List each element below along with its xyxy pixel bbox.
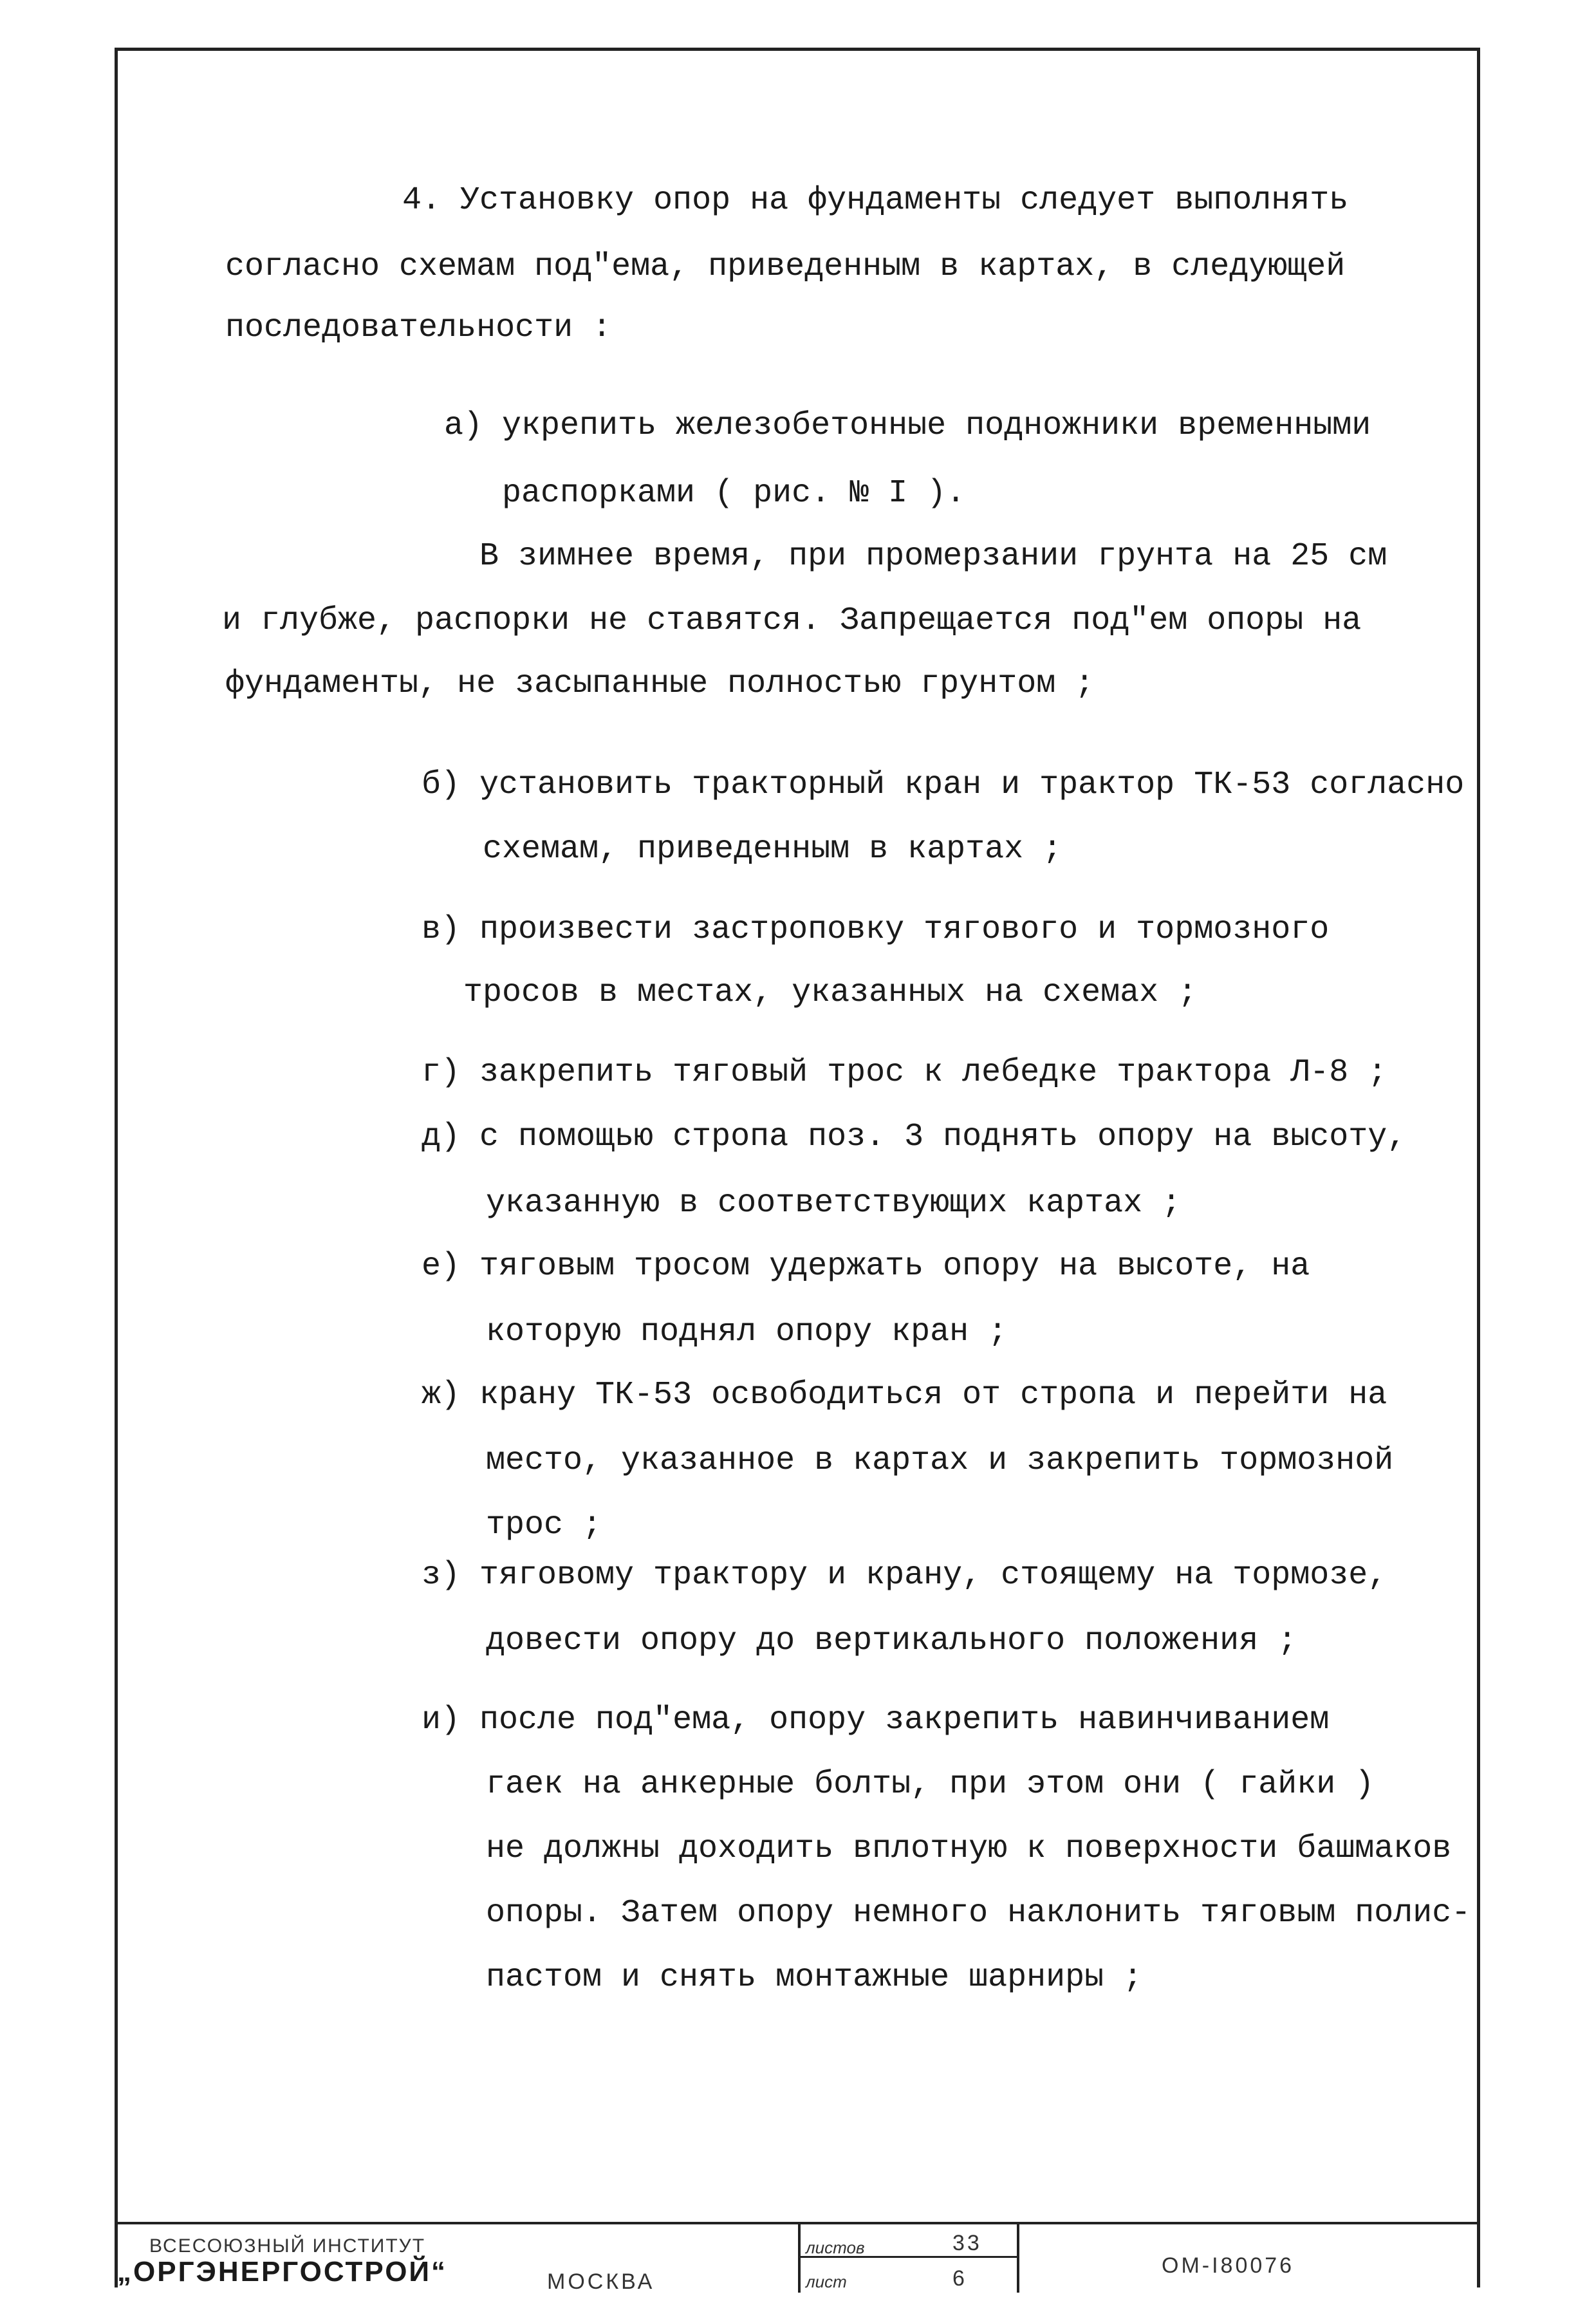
body-line: место, указанное в картах и закрепить тормозной bbox=[486, 1442, 1394, 1479]
body-line: гаек на анкерные болты, при этом они ( гайки ) bbox=[486, 1766, 1375, 1803]
body-line: распорками ( рис. № I ). bbox=[502, 475, 966, 512]
frame-bottom-border bbox=[115, 2222, 1480, 2224]
body-line: тросов в местах, указанных на схемах ; bbox=[463, 974, 1198, 1011]
list-item-v: в) произвести застроповку тягового и тормозного bbox=[422, 911, 1330, 948]
institute-label: ВСЕСОЮЗНЫЙ ИНСТИТУТ bbox=[149, 2235, 426, 2257]
list-item-g: г) закрепить тяговый трос к лебедке трактора Л-8 ; bbox=[422, 1054, 1387, 1091]
body-line: которую поднял опору кран ; bbox=[486, 1314, 1008, 1350]
document-code: ОМ-I80076 bbox=[1162, 2253, 1295, 2278]
body-line: согласно схемам под"ема, приведенным в картах, в следующей bbox=[225, 248, 1346, 285]
institute-name: „ОРГЭНЕРГОСТРОЙ“ bbox=[117, 2256, 448, 2287]
list-item-zh: ж) крану ТК-53 освободиться от стропа и перейти на bbox=[422, 1377, 1387, 1413]
body-line: последовательности : bbox=[225, 310, 612, 346]
body-line: опоры. Затем опору немного наклонить тяговым полис- bbox=[486, 1895, 1471, 1932]
list-item-b: б) установить тракторный кран и трактор ТК-53 согласно bbox=[422, 767, 1465, 803]
list-item-i: и) после под"ема, опору закрепить навинчиванием bbox=[422, 1702, 1330, 1738]
list-item-e: е) тяговым тросом удержать опору на высоте, на bbox=[422, 1248, 1310, 1285]
sheet-label: лист bbox=[806, 2272, 847, 2291]
body-line: В зимнее время, при промерзании грунта на 25 см bbox=[479, 538, 1387, 575]
body-line: и глубже, распорки не ставятся. Запрещается под"ем опоры на bbox=[222, 602, 1362, 639]
city-label: МОСКВА bbox=[547, 2269, 655, 2294]
body-line: фундаменты, не засыпанные полностью грунтом ; bbox=[225, 666, 1095, 702]
sheets-count: 33 bbox=[952, 2231, 982, 2255]
list-item-z: з) тяговому трактору и крану, стоящему на тормозе, bbox=[422, 1557, 1387, 1594]
frame-left-border bbox=[115, 48, 118, 2287]
body-line: не должны доходить вплотную к поверхности башмаков bbox=[486, 1831, 1452, 1867]
sheet-number: 6 bbox=[952, 2266, 967, 2291]
body-line: 4. Установку опор на фундаменты следует выполнять bbox=[402, 182, 1349, 219]
body-line: трос ; bbox=[486, 1507, 602, 1543]
body-line: пастом и снять монтажные шарниры ; bbox=[486, 1959, 1143, 1996]
body-line: схемам, приведенным в картах ; bbox=[483, 831, 1062, 868]
sheets-label: листов bbox=[806, 2238, 865, 2257]
frame-top-border bbox=[115, 48, 1480, 51]
body-line: довести опору до вертикального положения ; bbox=[486, 1623, 1297, 1659]
list-item-d: д) с помощью стропа поз. 3 поднять опору на высоту, bbox=[422, 1119, 1407, 1155]
footer-separator bbox=[1017, 2222, 1019, 2293]
frame-right-border bbox=[1477, 48, 1480, 2287]
body-line: указанную в соответствующих картах ; bbox=[486, 1185, 1182, 1222]
list-item-a: а) укрепить железобетонные подножники временными bbox=[444, 407, 1371, 444]
